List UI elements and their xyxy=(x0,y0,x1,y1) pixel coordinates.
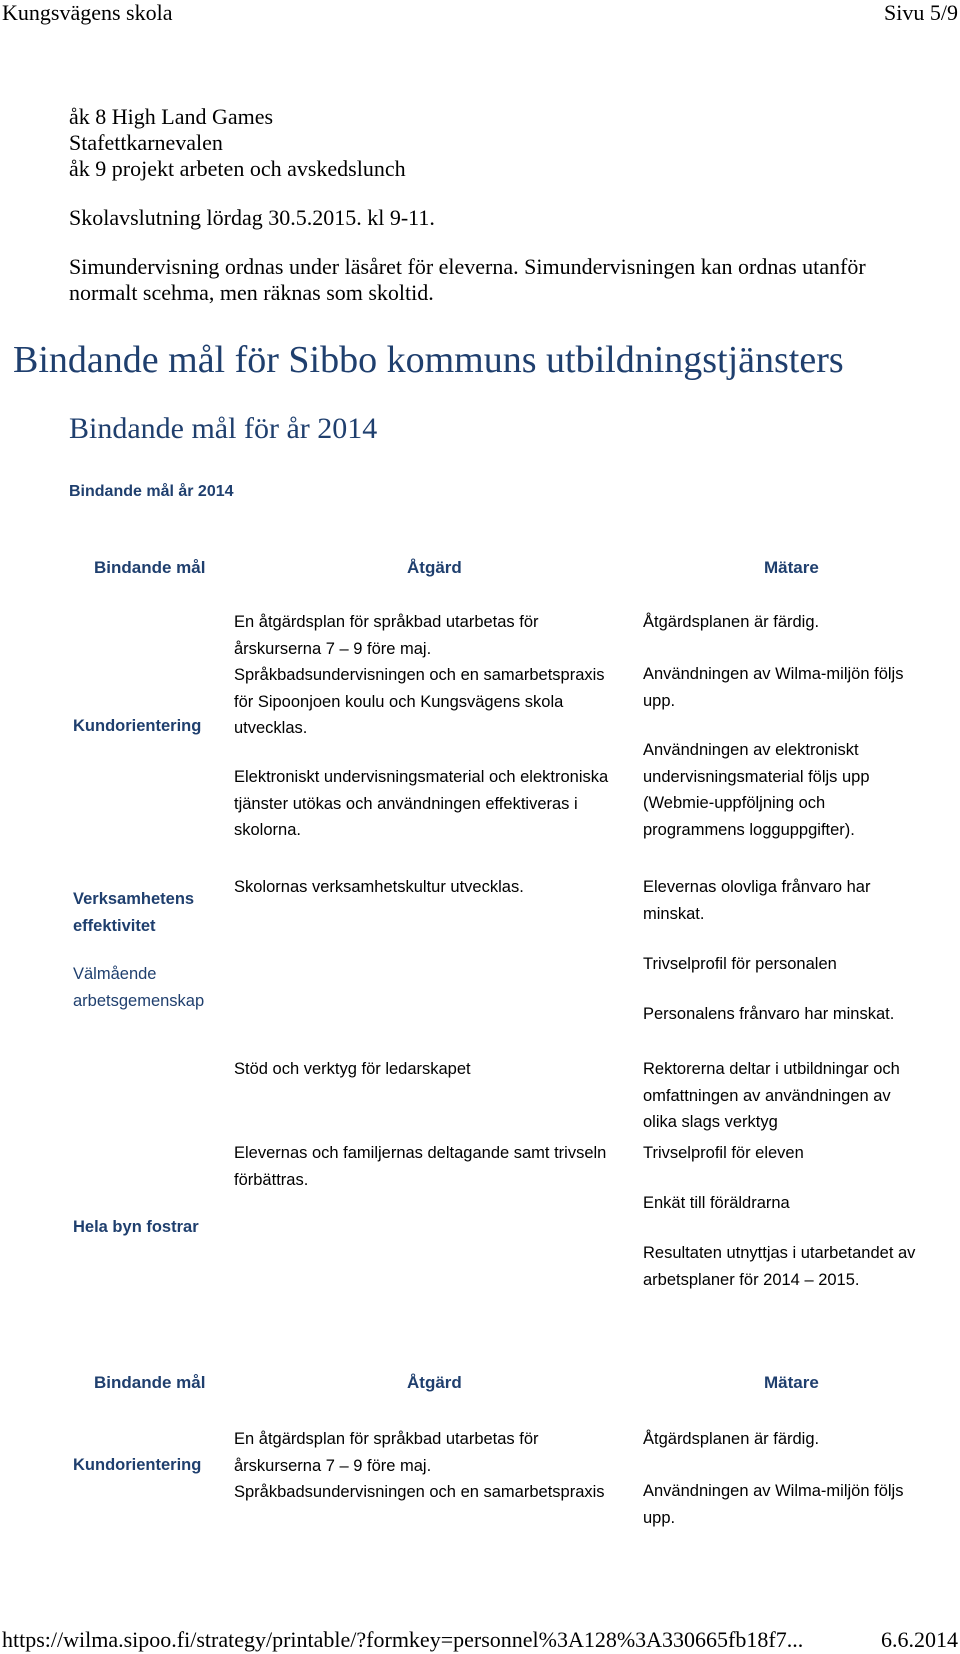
text-line: Språkbadsundervisningen och en samarbetspraxis xyxy=(234,666,605,684)
text-line: Användningen av Wilma-miljön följs xyxy=(643,665,904,683)
goal-customer-orientation: Kundorientering xyxy=(73,1456,202,1474)
text-line: effektivitet xyxy=(73,917,156,935)
action-cell xyxy=(234,1140,606,1193)
text-line: Användningen av elektroniskt xyxy=(643,741,859,759)
goal-customer-orientation: Kundorientering xyxy=(73,717,202,735)
measure-cell xyxy=(643,609,819,636)
goal-whole-village: Hela byn fostrar xyxy=(73,1218,199,1236)
text-line: (Webmie-uppföljning och xyxy=(643,794,826,812)
text-line: Elevernas och familjernas deltagande samt trivseln xyxy=(234,1144,607,1162)
text-line: upp. xyxy=(643,1508,676,1527)
footer-url: https://wilma.sipoo.fi/strategy/printable/?formkey=personnel%3A128%3A330665fb18f7... xyxy=(2,1627,804,1652)
text-line: Åtgärdsplanen är färdig. xyxy=(643,613,820,631)
text-line: olika slags verktyg xyxy=(643,1113,778,1131)
action-cell: Skolornas verksamhetskultur utvecklas. xyxy=(234,878,524,896)
text-line: Välmående xyxy=(73,965,157,983)
action-cell xyxy=(234,1426,605,1506)
action-cell xyxy=(234,609,605,742)
text-line: Användningen av Wilma-miljön följs xyxy=(643,1482,904,1500)
column-header-measure: Mätare xyxy=(764,558,819,577)
text-line: Resultaten utnyttjas i utarbetandet av xyxy=(643,1244,916,1262)
column-header-action: Åtgärd xyxy=(407,1373,462,1392)
goal-work-community xyxy=(73,961,204,1015)
intro-line: Simundervisning ordnas under läsåret för eleverna. Simundervisningen kan ordnas utanför xyxy=(69,254,866,279)
text-line: Rektorerna deltar i utbildningar och xyxy=(643,1060,900,1078)
text-line: undervisningsmaterial följs upp xyxy=(643,767,870,786)
school-end-line xyxy=(69,205,435,231)
column-header-measure: Mätare xyxy=(764,1373,819,1392)
swimming-info xyxy=(69,254,866,306)
text-line: minskat. xyxy=(643,904,705,923)
intro-block xyxy=(69,104,406,182)
sub-heading: Bindande mål för år 2014 xyxy=(69,412,378,445)
measure-cell xyxy=(643,1240,915,1293)
footer-date: 6.6.2014 xyxy=(881,1627,958,1652)
header-page-number: Sivu 5/9 xyxy=(884,0,958,25)
text-line: programmens logguppgifter). xyxy=(643,820,855,839)
measure-cell xyxy=(643,1426,819,1453)
header-school: Kungsvägens skola xyxy=(2,0,173,25)
text-line: årskurserna 7 – 9 före maj. xyxy=(234,639,432,658)
action-cell xyxy=(234,764,608,844)
table-caption: Bindande mål år 2014 xyxy=(69,483,234,500)
text-line: En åtgärdsplan för språkbad utarbetas för xyxy=(234,613,539,631)
text-line: årskurserna 7 – 9 före maj. xyxy=(234,1456,432,1475)
text-line: för Sipoonjoen koulu och Kungsvägens skola xyxy=(234,692,564,711)
intro-line: åk 8 High Land Games xyxy=(69,104,274,129)
goal-efficiency xyxy=(73,886,194,940)
text-line: Elektroniskt undervisningsmaterial och elektroniska xyxy=(234,768,609,786)
action-cell: Stöd och verktyg för ledarskapet xyxy=(234,1060,471,1078)
text-line: upp. xyxy=(643,691,676,710)
measure-cell: Trivselprofil för personalen xyxy=(643,955,837,973)
text-line: Åtgärdsplanen är färdig. xyxy=(643,1430,820,1448)
main-heading: Bindande mål för Sibbo kommuns utbildningstjänsters xyxy=(13,339,844,381)
column-header-goal: Bindande mål xyxy=(94,558,206,577)
text-line: utvecklas. xyxy=(234,719,308,737)
measure-cell xyxy=(643,661,903,714)
text-line: tjänster utökas och användningen effektiveras i xyxy=(234,794,578,813)
text-line: Elevernas olovliga frånvaro har xyxy=(643,878,871,896)
intro-line: åk 9 projekt arbeten och avskedslunch xyxy=(69,156,406,181)
measure-cell: Enkät till föräldrarna xyxy=(643,1194,790,1212)
intro-line: normalt scehma, men räknas som skoltid. xyxy=(69,280,434,305)
text-line: skolorna. xyxy=(234,821,301,839)
text-line: omfattningen av användningen av xyxy=(643,1086,891,1105)
text-line: Språkbadsundervisningen och en samarbetspraxis xyxy=(234,1483,605,1501)
text-line: En åtgärdsplan för språkbad utarbetas för xyxy=(234,1430,539,1448)
measure-cell xyxy=(643,1056,900,1136)
text-line: arbetsgemenskap xyxy=(73,992,205,1010)
column-header-goal: Bindande mål xyxy=(94,1373,206,1392)
text-line: Verksamhetens xyxy=(73,890,195,908)
intro-line: Stafettkarnevalen xyxy=(69,130,223,155)
measure-cell: Personalens frånvaro har minskat. xyxy=(643,1005,895,1023)
measure-cell xyxy=(643,1478,903,1531)
measure-cell xyxy=(643,737,870,843)
text-line: arbetsplaner för 2014 – 2015. xyxy=(643,1270,860,1289)
column-header-action: Åtgärd xyxy=(407,558,462,577)
text-line: förbättras. xyxy=(234,1170,309,1189)
measure-cell: Trivselprofil för eleven xyxy=(643,1144,804,1162)
measure-cell xyxy=(643,874,870,927)
intro-line: Skolavslutning lördag 30.5.2015. kl 9-11. xyxy=(69,205,435,230)
